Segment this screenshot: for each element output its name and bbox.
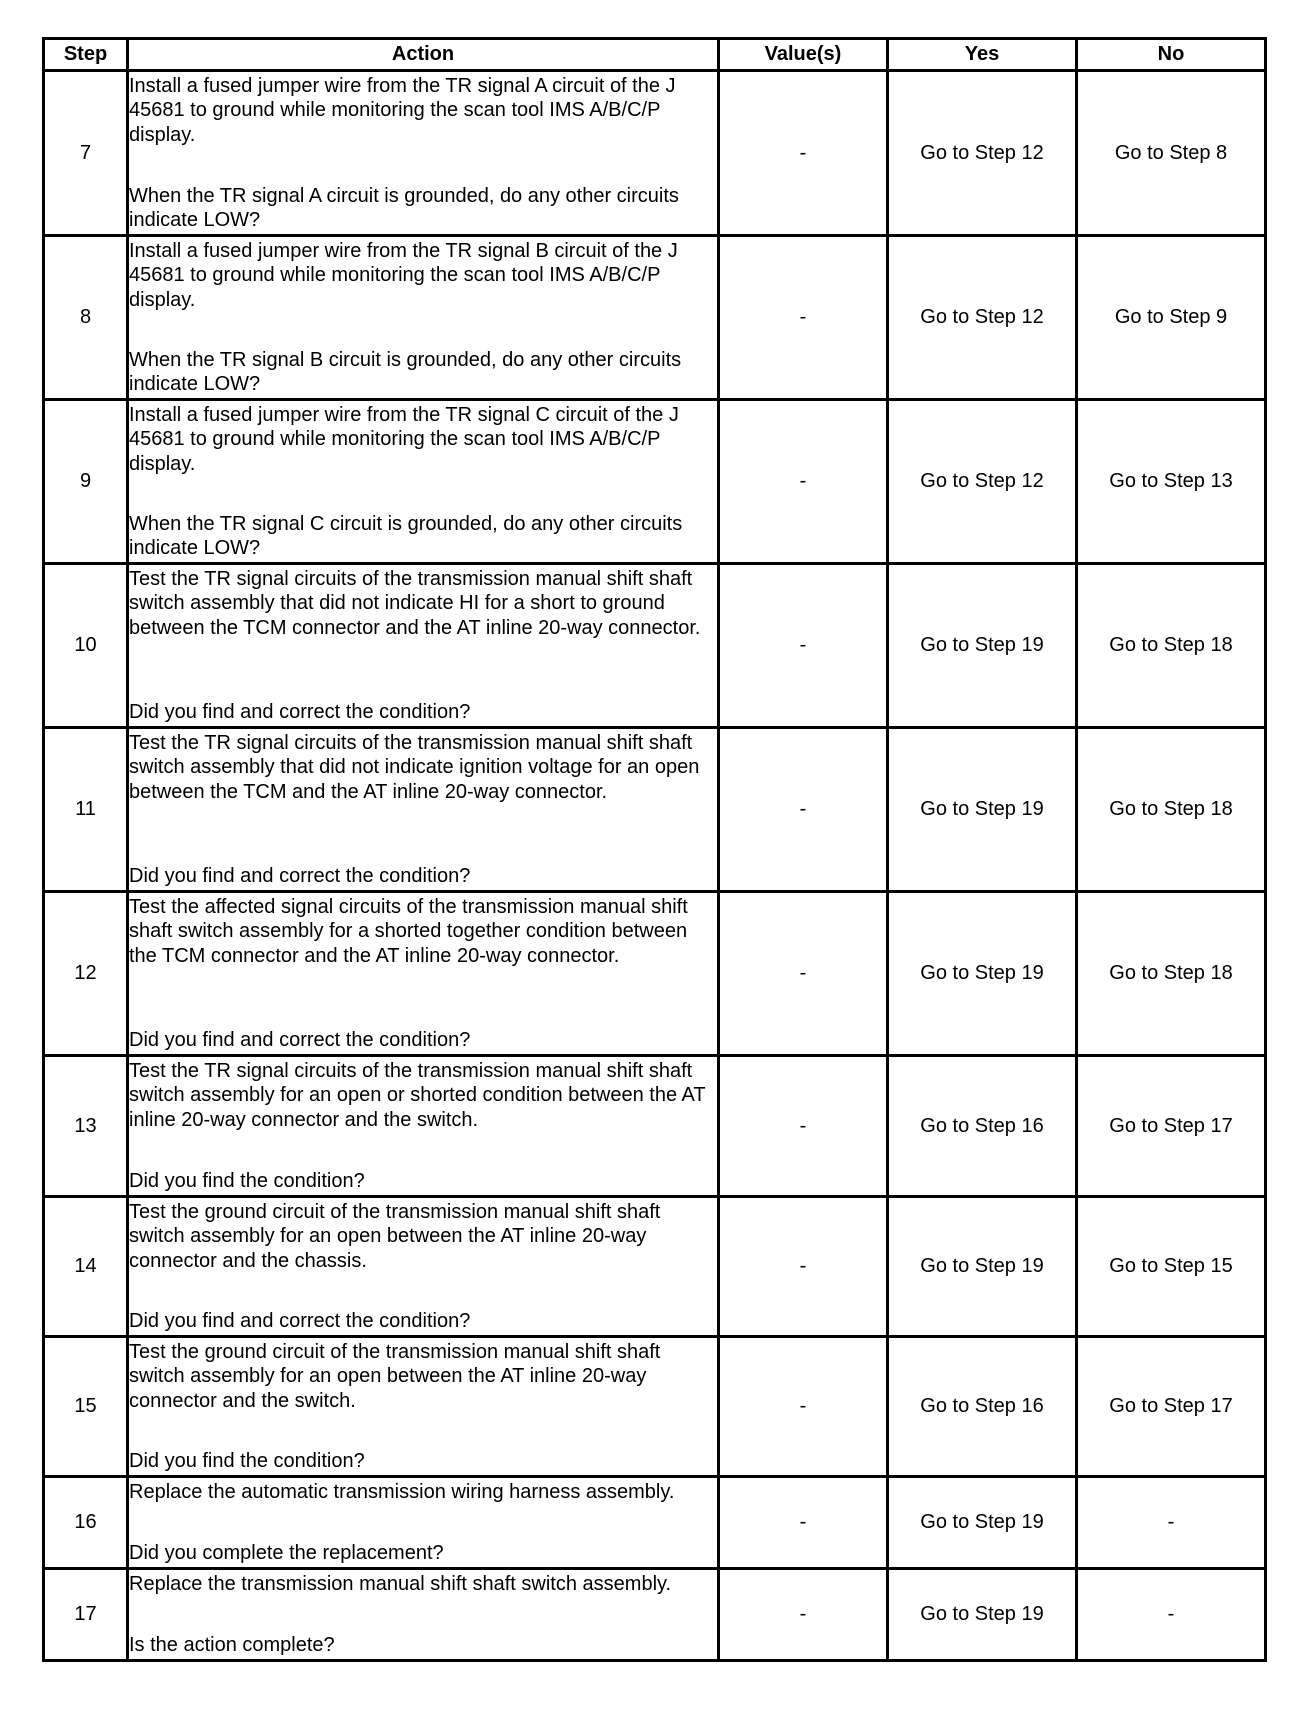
action-instruction: Test the TR signal circuits of the transmission manual shift shaft switch assembly that did not indicate ignition voltage for an open between the TCM and the AT inline 20-way connector. — [129, 731, 700, 803]
table-row — [44, 892, 1266, 1056]
table-row — [44, 236, 1266, 400]
table-row — [44, 1197, 1266, 1337]
action-question: Did you find and correct the condition? — [129, 701, 471, 723]
action-instruction: Test the affected signal circuits of the transmission manual shift shaft switch assembly for a shorted together condition between the TCM connector and the AT inline 20-way connector. — [129, 895, 688, 967]
action-cell — [128, 1569, 719, 1661]
action-cell — [128, 564, 719, 728]
no-cell: Go to Step 17 — [1077, 1056, 1266, 1197]
header-yes: Yes — [888, 39, 1077, 71]
action-question: Did you find the condition? — [129, 1170, 365, 1192]
value-cell: - — [719, 1056, 888, 1197]
value-cell: - — [719, 71, 888, 236]
action-question: Is the action complete? — [129, 1634, 335, 1656]
table-row — [44, 400, 1266, 564]
step-number: 17 — [44, 1569, 128, 1661]
value-cell: - — [719, 1569, 888, 1661]
no-cell: Go to Step 18 — [1077, 564, 1266, 728]
yes-cell: Go to Step 19 — [888, 564, 1077, 728]
value-cell: - — [719, 892, 888, 1056]
yes-cell: Go to Step 19 — [888, 892, 1077, 1056]
action-instruction: Test the TR signal circuits of the transmission manual shift shaft switch assembly that did not indicate HI for a short to ground between the TCM connector and the AT inline 20-way connector. — [129, 567, 701, 639]
action-question: Did you find and correct the condition? — [129, 1310, 471, 1332]
action-cell — [128, 892, 719, 1056]
action-cell — [128, 1197, 719, 1337]
action-cell — [128, 400, 719, 564]
table-header-row — [44, 39, 1266, 71]
yes-cell: Go to Step 16 — [888, 1056, 1077, 1197]
action-cell — [128, 1477, 719, 1569]
value-cell: - — [719, 1197, 888, 1337]
header-no: No — [1077, 39, 1266, 71]
no-cell: Go to Step 9 — [1077, 236, 1266, 400]
action-instruction: Replace the automatic transmission wiring harness assembly. — [129, 1480, 675, 1503]
action-cell — [128, 1337, 719, 1477]
step-number: 10 — [44, 564, 128, 728]
no-cell: - — [1077, 1569, 1266, 1661]
table-row — [44, 1337, 1266, 1477]
value-cell: - — [719, 728, 888, 892]
action-question: When the TR signal A circuit is grounded, do any other circuits indicate LOW? — [129, 184, 679, 231]
action-question: Did you find and correct the condition? — [129, 865, 471, 887]
step-number: 7 — [44, 71, 128, 236]
action-instruction: Install a fused jumper wire from the TR signal B circuit of the J 45681 to ground while monitoring the scan tool IMS A/B/C/P display. — [129, 239, 678, 311]
table-row — [44, 1056, 1266, 1197]
header-action: Action — [128, 39, 719, 71]
action-cell — [128, 728, 719, 892]
table-row — [44, 1569, 1266, 1661]
action-question: Did you find and correct the condition? — [129, 1029, 471, 1051]
no-cell: Go to Step 8 — [1077, 71, 1266, 236]
step-number: 12 — [44, 892, 128, 1056]
yes-cell: Go to Step 12 — [888, 71, 1077, 236]
no-cell: Go to Step 18 — [1077, 892, 1266, 1056]
yes-cell: Go to Step 19 — [888, 1569, 1077, 1661]
value-cell: - — [719, 1477, 888, 1569]
table-row — [44, 71, 1266, 236]
yes-cell: Go to Step 12 — [888, 236, 1077, 400]
table-row — [44, 728, 1266, 892]
diagnostic-table — [42, 37, 1267, 1662]
yes-cell: Go to Step 19 — [888, 728, 1077, 892]
step-number: 9 — [44, 400, 128, 564]
value-cell: - — [719, 400, 888, 564]
header-values: Value(s) — [719, 39, 888, 71]
no-cell: - — [1077, 1477, 1266, 1569]
yes-cell: Go to Step 19 — [888, 1477, 1077, 1569]
step-number: 13 — [44, 1056, 128, 1197]
step-number: 15 — [44, 1337, 128, 1477]
action-instruction: Install a fused jumper wire from the TR signal A circuit of the J 45681 to ground while monitoring the scan tool IMS A/B/C/P display. — [129, 74, 676, 146]
step-number: 8 — [44, 236, 128, 400]
step-number: 16 — [44, 1477, 128, 1569]
action-cell — [128, 236, 719, 400]
action-instruction: Replace the transmission manual shift shaft switch assembly. — [129, 1572, 672, 1595]
header-step: Step — [44, 39, 128, 71]
value-cell: - — [719, 564, 888, 728]
action-question: Did you complete the replacement? — [129, 1542, 444, 1564]
action-instruction: Test the TR signal circuits of the transmission manual shift shaft switch assembly for an open or shorted condition between the AT inline 20-way connector and the switch. — [129, 1059, 706, 1131]
action-cell — [128, 71, 719, 236]
table-row — [44, 1477, 1266, 1569]
yes-cell: Go to Step 16 — [888, 1337, 1077, 1477]
yes-cell: Go to Step 19 — [888, 1197, 1077, 1337]
step-number: 11 — [44, 728, 128, 892]
no-cell: Go to Step 18 — [1077, 728, 1266, 892]
step-number: 14 — [44, 1197, 128, 1337]
value-cell: - — [719, 236, 888, 400]
action-question: Did you find the condition? — [129, 1450, 365, 1472]
action-instruction: Install a fused jumper wire from the TR signal C circuit of the J 45681 to ground while monitoring the scan tool IMS A/B/C/P display. — [129, 403, 679, 475]
action-question: When the TR signal C circuit is grounded, do any other circuits indicate LOW? — [129, 512, 683, 559]
no-cell: Go to Step 13 — [1077, 400, 1266, 564]
table-row — [44, 564, 1266, 728]
action-instruction: Test the ground circuit of the transmission manual shift shaft switch assembly for an open between the AT inline 20-way connector and the chassis. — [129, 1200, 661, 1272]
action-question: When the TR signal B circuit is grounded, do any other circuits indicate LOW? — [129, 348, 682, 395]
action-cell — [128, 1056, 719, 1197]
no-cell: Go to Step 15 — [1077, 1197, 1266, 1337]
no-cell: Go to Step 17 — [1077, 1337, 1266, 1477]
value-cell: - — [719, 1337, 888, 1477]
yes-cell: Go to Step 12 — [888, 400, 1077, 564]
action-instruction: Test the ground circuit of the transmission manual shift shaft switch assembly for an open between the AT inline 20-way connector and the switch. — [129, 1340, 661, 1412]
